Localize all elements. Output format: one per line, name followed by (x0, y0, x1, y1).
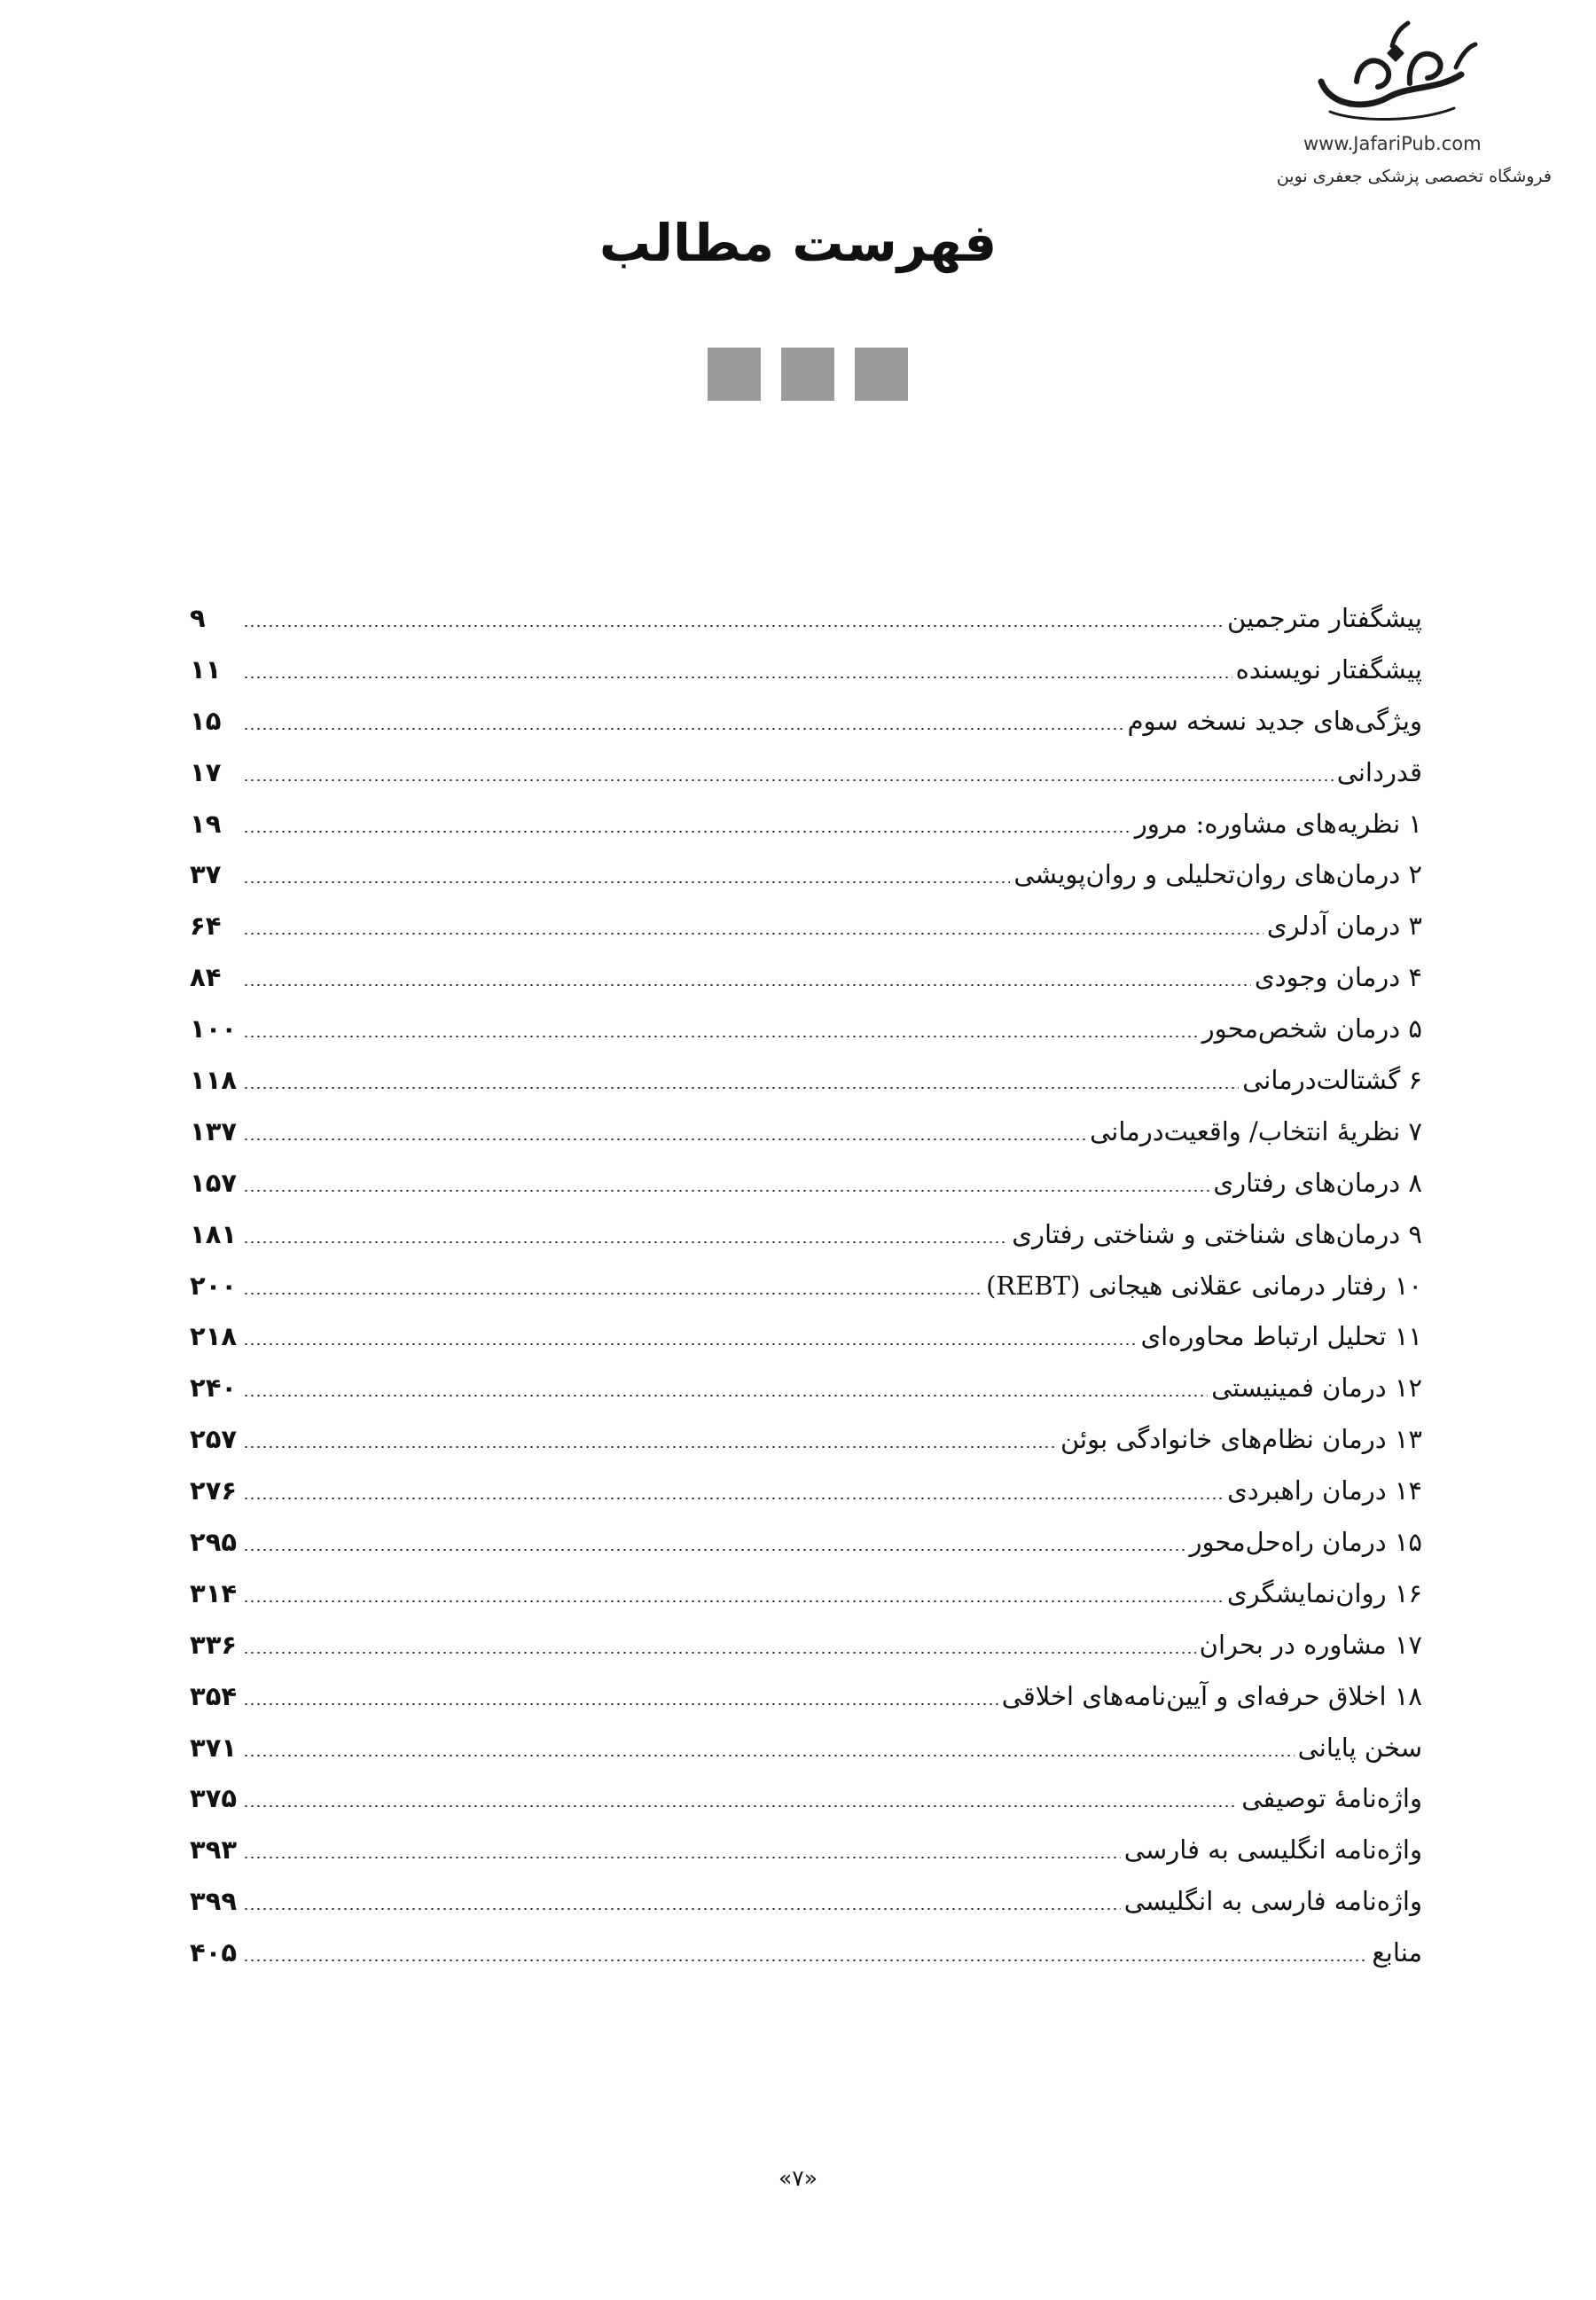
toc-entry-page: ۳۷۵ (190, 1783, 238, 1814)
toc-entry-page: ۳۹۹ (190, 1886, 238, 1917)
toc-entry (190, 798, 1422, 849)
toc-entry (190, 695, 1422, 747)
toc-entry (190, 644, 1422, 695)
toc-dot-leader (243, 1138, 1086, 1140)
toc-dot-leader (243, 779, 1334, 781)
toc-entry-page: ۹ (190, 602, 206, 633)
toc-dot-leader (243, 1446, 1057, 1448)
toc-dot-leader (243, 1549, 1185, 1551)
toc-entry-title: ۳ درمان آدلری (1266, 911, 1422, 942)
toc-entry (190, 1209, 1422, 1260)
toc-entry (190, 1516, 1422, 1568)
toc-entry (190, 1157, 1422, 1209)
toc-entry (190, 1003, 1422, 1054)
calligraphic-logo-icon (1303, 20, 1481, 124)
toc-dot-leader (243, 1498, 1224, 1499)
toc-entry-title: منابع (1372, 1937, 1422, 1968)
toc-entry-title: ۲ درمان‌های روان‌تحلیلی و روان‌پویشی (1013, 859, 1422, 890)
toc-entry-title: پیشگفتار نویسنده (1235, 653, 1422, 685)
toc-entry-page: ۱۵۷ (190, 1167, 238, 1198)
toc-entry-page: ۸۴ (190, 962, 222, 993)
decoration-square (708, 348, 761, 401)
title-decoration (708, 348, 908, 401)
toc-entry-page: ۲۰۰ (190, 1270, 238, 1301)
toc-entry-title: ۹ درمان‌های شناختی و شناختی رفتاری (1012, 1218, 1422, 1249)
toc-entry-title: ۱۶ روان‌نمایشگری (1226, 1577, 1422, 1608)
toc-entry-title: ۷ نظریهٔ انتخاب/ واقعیت‌درمانی (1090, 1115, 1422, 1146)
toc-dot-leader (243, 1087, 1239, 1089)
toc-entry-title: ۱۵ درمان راه‌حل‌محور (1189, 1526, 1422, 1557)
toc-dot-leader (243, 1908, 1121, 1910)
toc-entry (190, 747, 1422, 798)
toc-entry-title: ۱ نظریه‌های مشاوره: مرور (1134, 808, 1422, 839)
toc-entry (190, 1310, 1422, 1362)
toc-entry-title: ۱۳ درمان نظام‌های خانوادگی بوئن (1060, 1424, 1422, 1455)
toc-entry-page: ۱۱ (190, 653, 222, 685)
toc-entry-page: ۱۹ (190, 808, 222, 839)
toc-entry-page: ۳۹۳ (190, 1835, 238, 1866)
publisher-url: www.JafariPub.com (1303, 133, 1482, 154)
toc-entry-title: واژه‌نامه انگلیسی به فارسی (1123, 1835, 1422, 1866)
toc-entry-page: ۲۱۸ (190, 1321, 238, 1352)
toc-entry-page: ۱۵ (190, 705, 222, 736)
toc-entry-page: ۲۴۰ (190, 1373, 238, 1404)
toc-entry-title: پیشگفتار مترجمین (1227, 602, 1422, 633)
toc-dot-leader (243, 881, 1010, 883)
toc-dot-leader (243, 1857, 1121, 1858)
toc-entry (190, 1568, 1422, 1619)
toc-entry-page: ۳۵۴ (190, 1680, 238, 1711)
toc-entry-page: ۲۷۶ (190, 1475, 238, 1506)
toc-entry-page: ۳۳۶ (190, 1629, 238, 1660)
toc-entry-page: ۶۴ (190, 911, 222, 942)
toc-entry (190, 1927, 1422, 1978)
publisher-tagline: فروشگاه تخصصی پزشکی جعفری نوین (1276, 167, 1552, 186)
toc-entry-title: ۱۷ مشاوره در بحران (1199, 1629, 1422, 1660)
toc-entry (190, 1722, 1422, 1773)
toc-dot-leader (243, 625, 1224, 627)
toc-entry (190, 1260, 1422, 1311)
decoration-square (855, 348, 908, 401)
toc-entry-title: ۱۰ رفتار درمانی عقلانی هیجانی (REBT) (986, 1270, 1422, 1301)
toc-dot-leader (243, 1703, 998, 1705)
toc-entry (190, 1619, 1422, 1670)
toc-entry-page: ۳۷۱ (190, 1732, 238, 1763)
decoration-square (781, 348, 834, 401)
toc-entry-title: قدردانی (1336, 756, 1422, 787)
toc-dot-leader (243, 1805, 1238, 1807)
toc-entry-page: ۱۱۸ (190, 1064, 238, 1095)
toc-entry-title: ۱۴ درمان راهبردی (1227, 1475, 1422, 1506)
toc-dot-leader (243, 1755, 1295, 1756)
toc-entry (190, 951, 1422, 1003)
toc-dot-leader (243, 984, 1251, 986)
toc-entry-title: ۱۸ اخلاق حرفه‌ای و آیین‌نامه‌های اخلاقی (1001, 1680, 1422, 1711)
toc-entry (190, 1875, 1422, 1927)
toc-dot-leader (243, 1293, 982, 1295)
toc-entry (190, 1362, 1422, 1413)
toc-entry-title: ۴ درمان وجودی (1254, 962, 1422, 993)
toc-entry-title: واژه‌نامهٔ توصیفی (1241, 1783, 1422, 1814)
toc-dot-leader (243, 1343, 1137, 1345)
toc-entry (190, 592, 1422, 644)
toc-entry (190, 900, 1422, 951)
toc-dot-leader (243, 1190, 1209, 1192)
toc-dot-leader (243, 1652, 1196, 1654)
toc-entry-title: واژه‌نامه فارسی به انگلیسی (1123, 1886, 1422, 1917)
toc-entry (190, 1465, 1422, 1516)
toc-entry-page: ۱۰۰ (190, 1013, 238, 1044)
toc-entry-page: ۲۹۵ (190, 1526, 238, 1557)
toc-entry-title: ۶ گشتالت‌درمانی (1242, 1064, 1422, 1095)
toc-entry (190, 849, 1422, 900)
toc-entry-title: سخن پایانی (1297, 1732, 1422, 1763)
toc-entry-page: ۱۸۱ (190, 1218, 238, 1249)
toc-entry-title: ویژگی‌های جدید نسخه سوم (1127, 705, 1422, 736)
toc-dot-leader (243, 831, 1131, 833)
toc-entry (190, 1054, 1422, 1106)
toc-entry-title: ۸ درمان‌های رفتاری (1213, 1167, 1422, 1198)
publisher-logo (1259, 20, 1552, 186)
toc-entry (190, 1670, 1422, 1722)
toc-dot-leader (243, 933, 1264, 935)
toc-dot-leader (243, 1960, 1368, 1961)
toc-entry-page: ۴۰۵ (190, 1937, 238, 1968)
toc-entry (190, 1106, 1422, 1157)
toc-entry-title: ۱۲ درمان فمینیستی (1211, 1373, 1422, 1404)
toc-entry (190, 1413, 1422, 1465)
toc-dot-leader (243, 728, 1124, 730)
table-of-contents (190, 592, 1422, 1978)
toc-entry (190, 1772, 1422, 1824)
page-number: «۷» (778, 2165, 818, 2191)
toc-entry-page: ۳۷ (190, 859, 222, 890)
toc-entry-page: ۱۳۷ (190, 1115, 238, 1146)
toc-entry (190, 1824, 1422, 1875)
toc-dot-leader (243, 1600, 1224, 1602)
page-title: فهرست مطالب (598, 213, 998, 273)
toc-dot-leader (243, 1395, 1208, 1396)
toc-dot-leader (243, 677, 1232, 678)
toc-dot-leader (243, 1036, 1199, 1037)
toc-entry-page: ۱۷ (190, 756, 222, 787)
toc-entry-page: ۲۵۷ (190, 1424, 238, 1455)
toc-dot-leader (243, 1241, 1008, 1243)
toc-entry-page: ۳۱۴ (190, 1577, 238, 1608)
toc-entry-title: ۱۱ تحلیل ارتباط محاوره‌ای (1140, 1321, 1422, 1352)
toc-entry-title: ۵ درمان شخص‌محور (1201, 1013, 1422, 1044)
